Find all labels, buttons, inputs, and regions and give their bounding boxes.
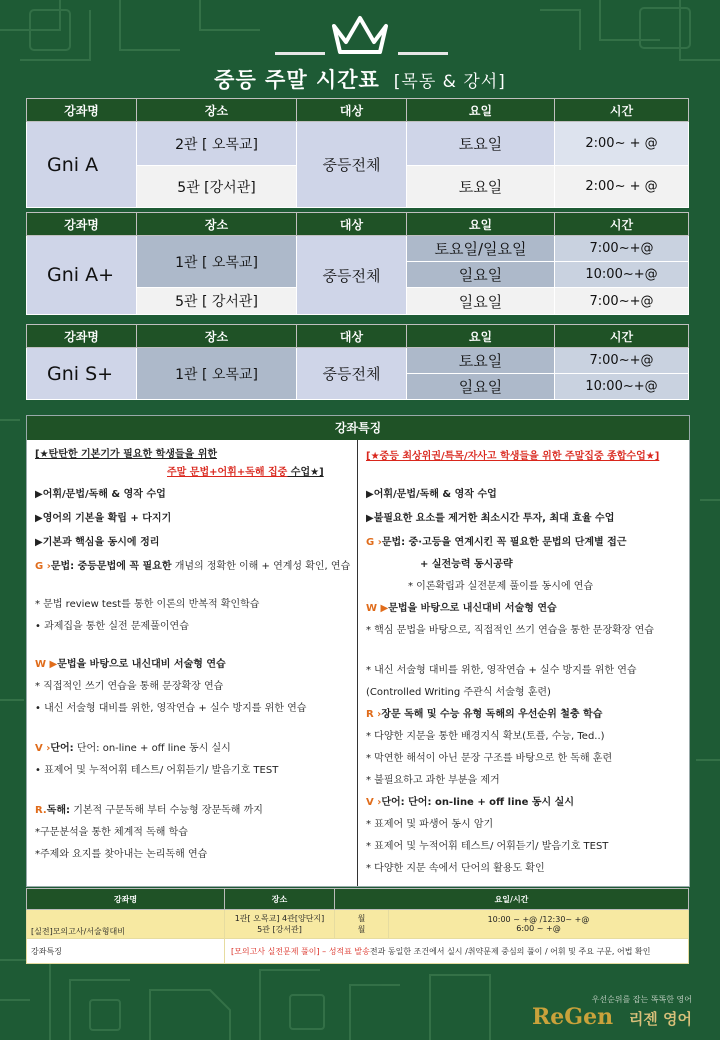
header-day: 요일 — [407, 325, 555, 348]
logo-tagline: 우선순위를 잡는 똑똑한 영어 — [591, 995, 692, 1004]
course-time: 7:00~+@ — [555, 288, 689, 315]
header-target: 대상 — [297, 99, 407, 122]
left-vocab-title: 단어: — [50, 743, 74, 754]
left-reading-item-2: *주제와 요지를 찾아내는 논리독해 연습 — [35, 849, 208, 860]
header-time: 시간 — [555, 99, 689, 122]
bottom-day — [335, 910, 389, 939]
right-vocab-label: V › — [366, 797, 382, 808]
left-grammar-block — [35, 560, 351, 574]
bottom-time-line2: 6:00 ~ +@ — [516, 924, 561, 933]
bottom-header-location: 장소 — [225, 889, 335, 910]
course-name: Gni A+ — [27, 236, 137, 315]
title-text: 중등 주말 시간표 — [214, 68, 380, 92]
header-time: 시간 — [555, 325, 689, 348]
schedule-table-gni-s-plus — [26, 324, 689, 400]
bottom-feature-label: 강좌특징 — [27, 939, 225, 964]
course-target: 중등전체 — [297, 236, 407, 315]
course-day: 일요일 — [407, 374, 555, 400]
title-subtitle: [목동 & 강서] — [393, 72, 506, 92]
right-writing-block — [366, 602, 557, 616]
features-body — [27, 440, 689, 886]
course-day: 토요일 — [407, 166, 555, 208]
course-name: Gni A — [27, 122, 137, 208]
left-grammar-label: G › — [35, 561, 51, 572]
header-day: 요일 — [407, 213, 555, 236]
right-writing-item-2: * 내신 서술형 대비를 위한, 영작연습 + 실수 방지를 위한 연습 — [366, 665, 637, 676]
table-header-row — [27, 889, 689, 910]
right-reading-title: 장문 독해 및 수능 유형 독해의 우선순위 철충 학습 — [381, 709, 603, 720]
title-line-left — [275, 52, 325, 55]
right-writing-item-1: * 핵심 문법을 바탕으로, 직접적인 쓰기 연습을 통한 문장확장 연습 — [366, 625, 654, 636]
left-writing-label: W ▶ — [35, 659, 58, 670]
table-header-row — [27, 325, 689, 348]
left-writing-item-2: • 내신 서술형 대비를 위한, 영작연습 + 실수 방지를 위한 연습 — [35, 703, 307, 714]
left-grammar-item-2: • 과제집을 통한 실전 문제풀이연습 — [35, 621, 189, 632]
right-intro: [★중등 최상위권/특목/자사고 학생들을 위한 주말집중 종합수업★] — [366, 451, 660, 462]
left-reading-label: R. — [35, 805, 47, 816]
right-grammar-label: G › — [366, 537, 382, 548]
right-reading-label: R › — [366, 709, 382, 720]
course-day: 일요일 — [407, 262, 555, 288]
right-grammar-item-2: * 이론확립과 실전문제 풀이를 동시에 연습 — [408, 581, 594, 592]
right-grammar-block — [366, 536, 627, 550]
left-vocab-text: 단어: on-line + off line 동시 실시 — [73, 743, 231, 754]
bottom-header-course: 강좌명 — [27, 889, 225, 910]
table-header-row — [27, 99, 689, 122]
header-day: 요일 — [407, 99, 555, 122]
header-target: 대상 — [297, 325, 407, 348]
right-grammar-title: 문법: 중·고등을 연계시킨 꼭 필요한 문법의 단계별 접근 — [381, 537, 627, 548]
header-time: 시간 — [555, 213, 689, 236]
header-course: 강좌명 — [27, 213, 137, 236]
bottom-feature-text — [225, 939, 689, 964]
course-day: 토요일/일요일 — [407, 236, 555, 262]
left-writing-title: 문법을 바탕으로 내신대비 서술형 연습 — [57, 659, 226, 670]
right-reading-item-2: * 막연한 해석이 아닌 문장 구조를 바탕으로 한 독해 훈련 — [366, 753, 613, 764]
left-reading-block — [35, 804, 263, 818]
course-day: 일요일 — [407, 288, 555, 315]
left-grammar-item-1: * 문법 review test를 통한 이론의 반복적 확인학습 — [35, 599, 260, 610]
header-location: 장소 — [137, 213, 297, 236]
left-reading-title: 독해: — [46, 805, 71, 816]
table-row — [27, 236, 689, 262]
schedule-table-gni-a-plus — [26, 212, 689, 315]
course-target: 중등전체 — [297, 122, 407, 208]
bottom-header-daytime: 요일/시간 — [335, 889, 689, 910]
features-panel — [26, 415, 690, 887]
right-vocab-title: 단어: 단어: on-line + off line 동시 실시 — [381, 797, 574, 808]
course-location: 5관 [ 강서관] — [137, 288, 297, 315]
course-location: 2관 [ 오목교] — [137, 122, 297, 166]
course-time: 2:00~ + @ — [555, 122, 689, 166]
features-heading: 강좌특징 — [27, 416, 689, 440]
course-name: Gni S+ — [27, 348, 137, 400]
left-reading-item-1: *구문분석을 통한 체계적 독해 학습 — [35, 827, 188, 838]
left-grammar-text: 개념의 정확한 이해 + 연계성 확인, 연습 — [171, 561, 351, 572]
table-row — [27, 910, 689, 939]
right-point-1: ▶어휘/문법/독해 & 영작 수업 — [366, 489, 497, 500]
features-right-column — [358, 440, 689, 886]
header-course: 강좌명 — [27, 99, 137, 122]
table-row — [27, 939, 689, 964]
title-line-right — [398, 52, 448, 55]
left-vocab-label: V › — [35, 743, 51, 754]
bottom-location-line1: 1관[ 오목교] 4관[양단지] — [234, 914, 325, 923]
right-reading-block — [366, 708, 602, 722]
left-writing-block — [35, 658, 226, 672]
page-title — [0, 64, 720, 94]
table-row — [27, 122, 689, 166]
brand-logo — [532, 994, 692, 1034]
features-left-column — [27, 440, 358, 886]
bottom-time-line1: 10:00 ~ +@ /12:30~ +@ — [487, 915, 590, 924]
left-intro-line2 — [167, 466, 324, 480]
left-intro-line1: [★탄탄한 기본기가 필요한 학생들을 위한 — [35, 449, 218, 460]
right-writing-item-3: (Controlled Writing 주관식 서술형 훈련) — [366, 687, 551, 698]
course-time: 7:00~+@ — [555, 348, 689, 374]
right-writing-title: 문법을 바탕으로 내신대비 서술형 연습 — [388, 603, 557, 614]
logo-korean: 리젠 영어 — [628, 1010, 692, 1028]
header-course: 강좌명 — [27, 325, 137, 348]
table-header-row — [27, 213, 689, 236]
bottom-day-line1: 월 — [357, 914, 366, 923]
header-location: 장소 — [137, 99, 297, 122]
header — [0, 0, 720, 96]
left-intro-end: 수업★] — [287, 467, 324, 478]
course-day: 토요일 — [407, 122, 555, 166]
course-time: 7:00~+@ — [555, 236, 689, 262]
bottom-time — [389, 910, 689, 939]
left-point-1: ▶어휘/문법/독해 & 영작 수업 — [35, 489, 166, 500]
right-writing-label: W ▶ — [366, 603, 389, 614]
right-point-2: ▶불필요한 요소를 제거한 최소시간 투자, 최대 효율 수업 — [366, 513, 615, 524]
left-vocab-item-1: • 표제어 및 누적어휘 테스트/ 어휘듣기/ 발음기호 TEST — [35, 765, 279, 776]
right-reading-item-1: * 다양한 지문을 통한 배경지식 확보(토플, 수능, Ted..) — [366, 731, 605, 742]
course-time: 10:00~+@ — [555, 262, 689, 288]
left-point-3: ▶기본과 핵심을 동시에 정리 — [35, 537, 160, 548]
bottom-feature-highlight: [모의고사 실전문제 풀이] – 성적표 발송 — [231, 946, 370, 956]
right-vocab-item-3: * 다양한 지문 속에서 단어의 활용도 확인 — [366, 863, 545, 874]
course-day: 토요일 — [407, 348, 555, 374]
right-grammar-item-1: + 실전능력 동시공략 — [420, 559, 513, 570]
logo-mark: ReGen — [532, 1004, 614, 1030]
header-target: 대상 — [297, 213, 407, 236]
right-vocab-block — [366, 796, 574, 810]
schedule-table-gni-a — [26, 98, 689, 208]
course-location: 5관 [강서관] — [137, 166, 297, 208]
course-time: 10:00~+@ — [555, 374, 689, 400]
course-location: 1관 [ 오목교] — [137, 236, 297, 288]
bottom-course-name: [실전]모의고사/서술형대비 — [27, 910, 225, 939]
table-row — [27, 348, 689, 374]
right-reading-item-3: * 불필요하고 과한 부분을 제거 — [366, 775, 500, 786]
bottom-location — [225, 910, 335, 939]
bottom-table — [26, 888, 689, 964]
course-time: 2:00~ + @ — [555, 166, 689, 208]
left-intro-highlight: 주말 문법+어휘+독해 집중 — [167, 467, 288, 478]
right-vocab-item-2: * 표제어 및 누적어휘 테스트/ 어휘듣기/ 발음기호 TEST — [366, 841, 609, 852]
header-location: 장소 — [137, 325, 297, 348]
bottom-feature-rest: 전과 동일한 조건에서 실시 /취약문제 중심의 풀이 / 어휘 및 주요 구문, 어법 확인 — [369, 946, 651, 956]
left-writing-item-1: * 직접적인 쓰기 연습을 통해 문장확장 연습 — [35, 681, 224, 692]
right-vocab-item-1: * 표제어 및 파생어 동시 암기 — [366, 819, 494, 830]
bottom-day-line2: 월 — [357, 925, 366, 934]
left-point-2: ▶영어의 기본을 확립 + 다지기 — [35, 513, 172, 524]
left-reading-text: 기본적 구문독해 부터 수능형 장문독해 까지 — [70, 805, 263, 816]
course-target: 중등전체 — [297, 348, 407, 400]
bottom-location-line2: 5관 [강서관] — [257, 925, 302, 934]
left-vocab-block — [35, 742, 231, 756]
left-grammar-title: 문법: 중등문법에 꼭 필요한 — [50, 561, 172, 572]
crown-icon — [330, 12, 390, 58]
course-location: 1관 [ 오목교] — [137, 348, 297, 400]
